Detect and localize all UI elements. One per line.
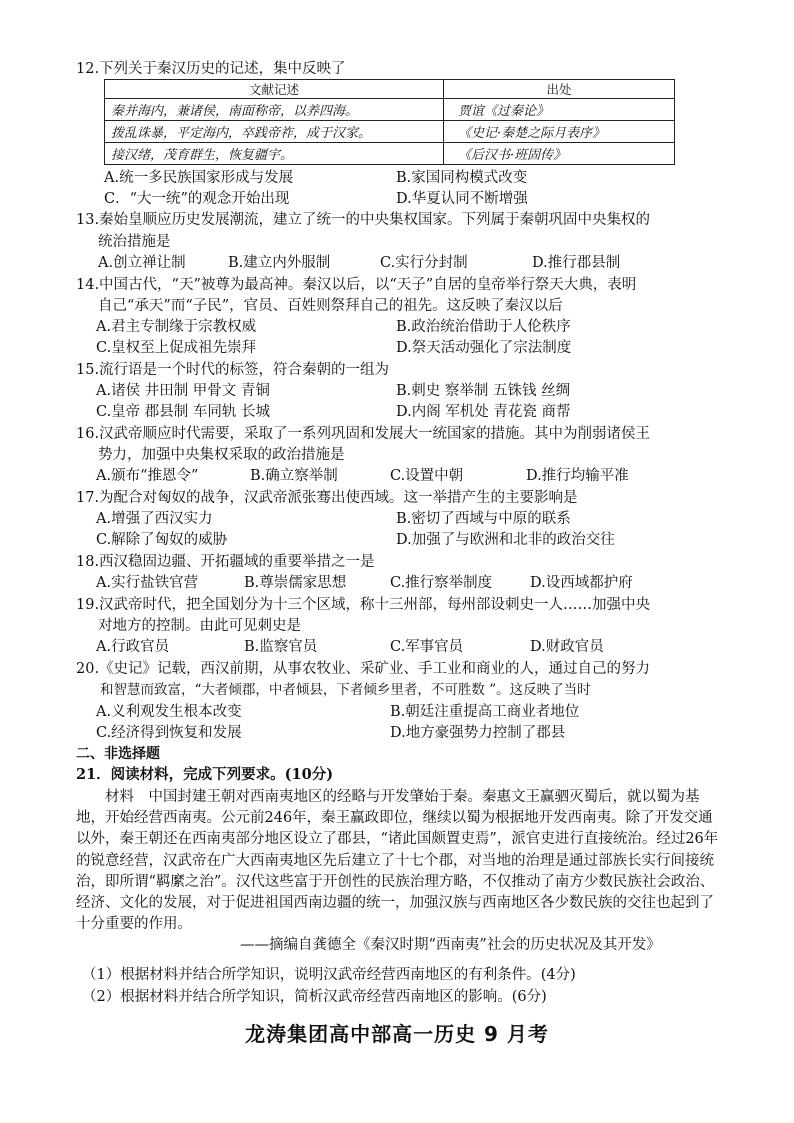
q17-stem: 17.为配合对匈奴的战争，汉武帝派张骞出使西域。这一举措产生的主要影响是 xyxy=(76,490,578,506)
q20-option-d: D.地方豪强势力控制了郡县 xyxy=(390,725,566,741)
q19-stem-line2: 对地方的控制。由此可见刺史是 xyxy=(98,618,301,634)
q12-option-b: B.家国同构模式改变 xyxy=(396,170,528,186)
q15-option-c: C.皇帝 郡县制 车同轨 长城 xyxy=(96,404,271,420)
q20-stem-line1: 20.《史记》记载，西汉前期，从事农牧业、采矿业、手工业和商业的人，通过自己的努力 xyxy=(76,661,651,677)
q17-option-c: C.解除了匈奴的威胁 xyxy=(96,532,228,548)
q21-subquestion-1: （1）根据材料并结合所学知识，说明汉武帝经营西南地区的有利条件。(4分) xyxy=(82,967,576,983)
table-header: 出处 xyxy=(444,80,675,99)
q18-option-c: C.推行察举制度 xyxy=(390,575,493,591)
q19-stem-line1: 19.汉武帝时代，把全国划分为十三个区域，称十三州部，每州部设刺史一人……加强中央 xyxy=(76,597,651,613)
q19-option-d: D.财政官员 xyxy=(530,639,604,655)
table-row xyxy=(105,99,675,121)
table-cell: 秦并海内，兼诸侯，南面称帝，以养四海。 xyxy=(105,99,444,121)
q13-stem-line1: 13.秦始皇顺应历史发展潮流，建立了统一的中央集权国家。下列属于秦朝巩固中央集权的 xyxy=(76,212,651,228)
q12-option-c: C．“大一统”的观念开始出现 xyxy=(104,191,290,207)
q21-subquestion-2: （2）根据材料并结合所学知识，简析汉武帝经营西南地区的影响。(6分) xyxy=(82,989,547,1005)
q15-option-d: D.内阁 军机处 青花瓷 商帮 xyxy=(396,404,571,420)
q16-option-c: C.设置中朝 xyxy=(390,468,464,484)
q14-option-c: C.皇权至上促成祖先崇拜 xyxy=(96,340,257,356)
q13-option-c: C.实行分封制 xyxy=(380,255,468,271)
q19-option-b: B.监察官员 xyxy=(244,639,318,655)
table-row xyxy=(105,121,675,143)
table-cell: 《史记·秦楚之际月表序》 xyxy=(444,121,675,143)
q17-option-d: D.加强了与欧洲和北非的政治交往 xyxy=(396,532,615,548)
q21-material: 材料 中国封建王朝对西南夷地区的经略与开发肇始于秦。秦惠文王赢驷灭蜀后，就以蜀为基地，开始经营西南夷。公元前246年，秦王赢政即位，继续以蜀为根据地开发西南夷。除了开发交通以外，秦王朝还在西南夷部分地区设立了郡县，“诸此国颇置吏焉”，派官吏进行直接统治。经过26年的锐意经营，汉武帝在广大西南夷地区先后建立了十七个郡，对当地的治理是通过部族长实行间接统治，即所谓“羁縻之治”。汉代这些富于开创性的民族治理方略，不仅推动了南方少数民族社会政治、经济、文化的发展，对于促进祖国西南边疆的统一，加强汉族与西南地区各少数民族的交往也起到了十分重要的作用。 xyxy=(76,789,719,933)
q16-stem-line1: 16.汉武帝顺应时代需要，采取了一系列巩固和发展大一统国家的措施。其中为削弱诸侯王 xyxy=(76,426,651,442)
q18-stem: 18.西汉稳固边疆、开拓疆域的重要举措之一是 xyxy=(76,554,375,570)
q15-option-b: B.刺史 察举制 五铢钱 丝绸 xyxy=(396,383,571,399)
q12-option-d: D.华夏认同不断增强 xyxy=(396,191,528,207)
q16-stem-line2: 势力，加强中央集权采取的政治措施是 xyxy=(98,447,345,463)
q13-option-d: D.推行郡县制 xyxy=(532,255,621,271)
table-cell: 贾谊《过秦论》 xyxy=(444,99,675,121)
q14-option-b: B.政治统治借助于人伦秩序 xyxy=(396,319,571,335)
section-heading: 二、非选择题 xyxy=(76,746,160,762)
q20-option-b: B.朝廷注重提高工商业者地位 xyxy=(390,704,580,720)
table-header: 文献记述 xyxy=(105,80,444,99)
q17-option-b: B.密切了西域与中原的联系 xyxy=(396,511,571,527)
q16-option-a: A.颁布“推恩令” xyxy=(96,468,199,484)
q18-option-a: A.实行盐铁官营 xyxy=(96,575,199,591)
q12-option-a: A.统一多民族国家形成与发展 xyxy=(104,170,294,186)
q13-option-a: A.创立禅让制 xyxy=(98,255,186,271)
q15-option-a: A.诸侯 井田制 甲骨文 青铜 xyxy=(96,383,270,399)
q14-option-a: A.君主专制缘于宗教权威 xyxy=(96,319,257,335)
q21-source: ——摘编自龚德全《秦汉时期“西南夷”社会的历史状况及其开发》 xyxy=(240,937,661,953)
q18-option-b: B.尊崇儒家思想 xyxy=(244,575,347,591)
q16-option-b: B.确立察举制 xyxy=(250,468,338,484)
q13-stem-line2: 统治措施是 xyxy=(98,234,171,250)
q13-option-b: B.建立内外服制 xyxy=(228,255,331,271)
q20-stem-line2: 和智慧而致富，“大者倾郡，中者倾县，下者倾乡里者，不可胜数 ”。这反映了当时 xyxy=(100,682,591,698)
table-cell: 接汉绪，茂育群生，恢复疆宇。 xyxy=(105,143,444,165)
q14-stem-line2: 自己“承天”而“子民”，官员、百姓则祭拜自己的祖先。这反映了秦汉以后 xyxy=(98,298,563,314)
q14-option-d: D.祭天活动强化了宗法制度 xyxy=(396,340,572,356)
q20-option-a: A.义利观发生根本改变 xyxy=(96,704,242,720)
q19-option-c: C.军事官员 xyxy=(390,639,464,655)
q12-source-table xyxy=(104,79,675,165)
q17-option-a: A.增强了西汉实力 xyxy=(96,511,213,527)
q19-option-a: A.行政官员 xyxy=(96,639,170,655)
page-footer-title: 龙涛集团高中部高一历史 9 月考 xyxy=(245,1022,549,1046)
q12-stem: 12.下列关于秦汉历史的记述，集中反映了 xyxy=(76,61,346,77)
q18-option-d: D.设西域都护府 xyxy=(530,575,633,591)
table-row xyxy=(105,143,675,165)
table-cell: 《后汉书·班固传》 xyxy=(444,143,675,165)
q15-stem: 15.流行语是一个时代的标签，符合秦朝的一组为 xyxy=(76,362,390,378)
q21-stem: 21．阅读材料，完成下列要求。(10分) xyxy=(76,766,334,783)
q14-stem-line1: 14.中国古代，“天”被尊为最高神。秦汉以后，以“天子”自居的皇帝举行祭天大典，表明 xyxy=(76,277,637,293)
q20-option-c: C.经济得到恢复和发展 xyxy=(96,725,242,741)
q16-option-d: D.推行均输平准 xyxy=(526,468,629,484)
table-cell: 拨乱诛暴，平定海内，卒践帝祚，成于汉家。 xyxy=(105,121,444,143)
